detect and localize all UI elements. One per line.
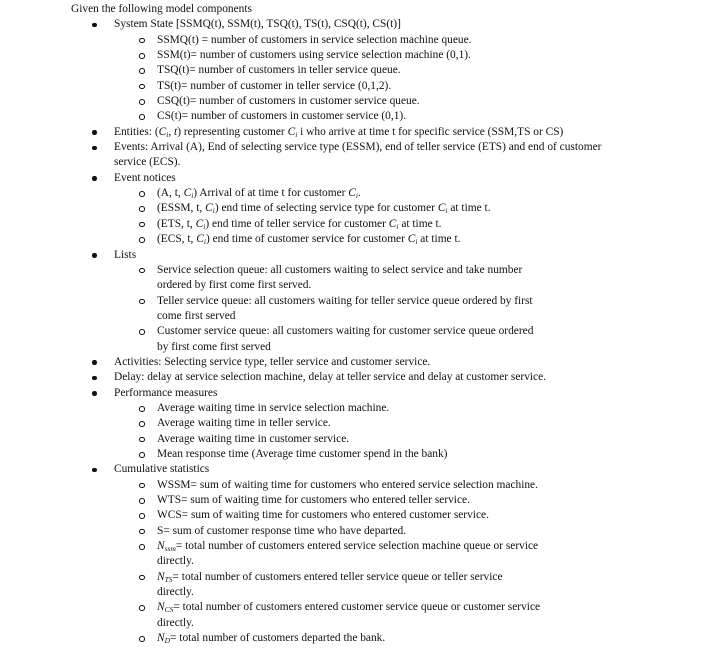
intro-text: Given the following model components (71, 3, 252, 15)
math-symbol: N (157, 632, 165, 645)
count-text: = total number of customers entered customer service queue or customer service directly. (157, 601, 541, 629)
system-state-sublist (0, 33, 627, 125)
math-symbol: C (183, 187, 192, 200)
system-state-entry: CS(t)= number of customers in customer service (0,1). (0, 109, 627, 124)
event-notices-sublist (0, 186, 627, 247)
notice-text: at time t. (398, 217, 442, 230)
count-text: = total number of customers entered service selection machine queue or service directly. (157, 540, 539, 568)
math-subscript: TS (164, 574, 173, 584)
math-symbol: C (348, 187, 356, 200)
math-symbol: C (158, 125, 167, 138)
cumulative-title: Cumulative statistics (114, 463, 210, 476)
math-symbol: C (205, 202, 213, 215)
performance-measure: Mean response time (Average time customer spend in the bank) (0, 447, 627, 462)
notice-text: ) Arrival of at time t for customer (193, 187, 349, 200)
cumulative-count (0, 539, 627, 570)
math-subscript: i (295, 129, 298, 139)
queue-description: Customer service queue: all customers waiting for customer service queue ordered by first come first served (0, 324, 627, 355)
math-symbol: C (196, 233, 204, 246)
cumulative-count (0, 600, 627, 631)
math-subscript: ssm (164, 544, 176, 554)
performance-item (0, 386, 712, 463)
event-notice-entry (0, 186, 627, 201)
notice-text: (ECS, t, (157, 233, 197, 246)
system-state-entry: TSQ(t)= number of customers in teller service queue. (0, 63, 627, 78)
math-subscript: i (191, 191, 194, 201)
queue-description: Service selection queue: all customers waiting to select service and take number ordered by first come first served. (0, 263, 627, 294)
performance-measure: Average waiting time in customer service. (0, 432, 627, 447)
math-subscript: i (203, 221, 206, 231)
event-notice-entry (0, 232, 627, 247)
math-subscript: i (212, 206, 215, 216)
performance-sublist (0, 401, 627, 462)
activities-item: Activities: Selecting service type, teller service and customer service. (0, 355, 712, 370)
notice-text: ) end time of teller service for customer (205, 217, 389, 230)
notice-text: ) end time of customer service for customer (205, 233, 408, 246)
math-subscript: i (355, 191, 358, 201)
system-state-title: System State [SSMQ(t), SSM(t), TSQ(t), TS(t), CSQ(t), CS(t)] (114, 18, 401, 31)
math-symbol: C (407, 233, 416, 246)
math-symbol: C (287, 125, 296, 138)
lists-sublist (0, 263, 627, 355)
event-notices-title: Event notices (114, 171, 176, 184)
cumulative-stat: WCS= sum of waiting time for customers who entered customer service. (0, 508, 627, 523)
cumulative-sublist (0, 478, 627, 647)
events-item: Events: Arrival (A), End of selecting service type (ESSM), end of teller service (ETS) and end of customer service (ECS). (0, 140, 712, 171)
math-subscript: D (164, 636, 171, 646)
cumulative-count (0, 631, 627, 646)
notice-text: at time t. (447, 202, 491, 215)
cumulative-count (0, 570, 627, 601)
entities-item (0, 125, 712, 140)
math-symbol: C (195, 217, 204, 230)
components-list (0, 17, 712, 646)
delay-item: Delay: delay at service selection machine, delay at teller service and delay at customer service. (0, 370, 712, 385)
event-notices-item (0, 171, 712, 248)
system-state-entry: SSM(t)= number of customers using service selection machine (0,1). (0, 48, 627, 63)
entities-text-post: i who arrive at time t for specific service (SSM,TS or CS) (297, 125, 564, 138)
entities-text-mid: ) representing customer (177, 125, 288, 138)
performance-measure: Average waiting time in service selection machine. (0, 401, 627, 416)
notice-text: (ESSM, t, (157, 202, 206, 215)
lists-title: Lists (114, 248, 137, 261)
cumulative-stat: WSSM= sum of waiting time for customers who entered service selection machine. (0, 478, 627, 493)
math-symbol: N (157, 570, 165, 583)
event-notice-entry (0, 201, 627, 216)
entities-text-pre: Entities: ( (114, 125, 159, 138)
math-subscript: CS (164, 605, 174, 615)
cumulative-stat: WTS= sum of waiting time for customers who entered teller service. (0, 493, 627, 508)
system-state-item (0, 17, 712, 124)
cumulative-stat: S= sum of customer response time who have departed. (0, 524, 627, 539)
math-subscript: i (445, 206, 448, 216)
math-symbol: N (157, 540, 165, 553)
performance-title: Performance measures (114, 386, 218, 399)
system-state-entry: TS(t)= number of customer in teller service (0,1,2). (0, 79, 627, 94)
entities-text-mid: , (168, 125, 175, 138)
math-subscript: i (396, 221, 399, 231)
math-subscript: i (415, 237, 418, 247)
notice-text: (A, t, (157, 187, 184, 200)
math-symbol: N (157, 601, 165, 614)
notice-text: (ETS, t, (157, 217, 196, 230)
count-text: = total number of customers departed the bank. (170, 632, 386, 645)
math-subscript: i (203, 237, 206, 247)
event-notice-entry (0, 217, 627, 232)
notice-text: ) end time of selecting service type for customer (214, 202, 438, 215)
math-symbol: C (388, 217, 397, 230)
performance-measure: Average waiting time in teller service. (0, 416, 627, 431)
count-text: = total number of customers entered teller service queue or teller service directly. (157, 570, 503, 599)
notice-text: . (357, 187, 361, 200)
math-subscript: i (166, 129, 169, 139)
math-symbol: t (174, 125, 178, 138)
lists-item (0, 248, 712, 355)
notice-text: at time t. (417, 233, 461, 246)
system-state-entry: SSMQ(t) = number of customers in service selection machine queue. (0, 33, 627, 48)
math-symbol: C (437, 202, 446, 215)
queue-description: Teller service queue: all customers waiting for teller service queue ordered by first come first served (0, 294, 627, 325)
system-state-entry: CSQ(t)= number of customers in customer service queue. (0, 94, 627, 109)
cumulative-item (0, 462, 712, 646)
